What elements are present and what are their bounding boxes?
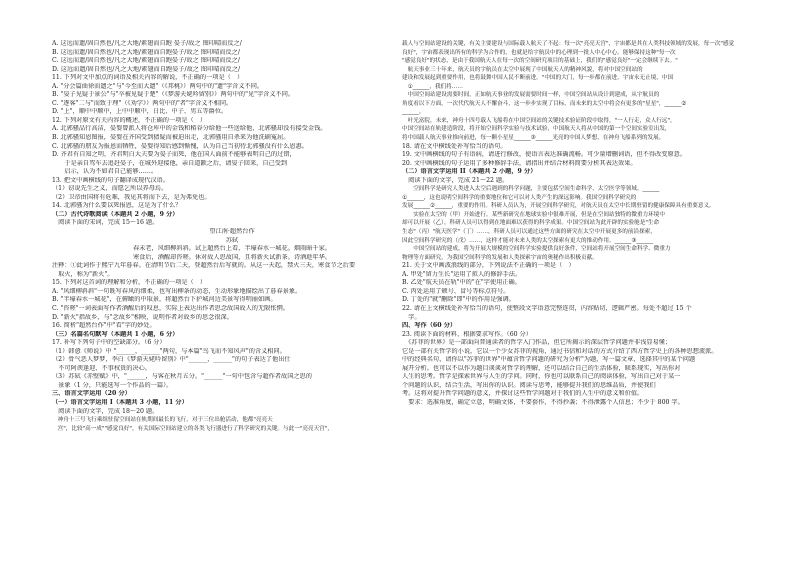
text-line: 春未老，风细柳斜斜。试上超然台上看，半壕春水一城花。烟雨暗千家。 [133,245,331,253]
text-line: B. "晏子见疑于景公"与"卒被见疑于楚"（《梦游天姥吟留别》）两句中的"见"字含义不同。 [52,91,295,99]
text-line: A. 这远而遗/固自然也/凡之大地/素翅而自跑 晏子/故之 图印晴而反之/ [52,40,242,47]
text-line: 它是一部有关哲学的小说，它以一个少女苏菲的视角，通过书信和对话的方式介绍了西方哲学史上的各种思想流派。 [402,347,718,355]
text-line: 14. 北郭骚为什么要以死报恩，这是为了什么？ [52,202,182,210]
text-line: 角度看以下方面，一次代代航天人不懈奋斗，这一步步实现了目标，而未来的太空中将会有更多的"星星"，______② [402,100,687,107]
text-line: 实验在太空的（甲）开始进行。某些新研究在地球实验中很难开展，但是在空间站独特的微重力环境中 [402,211,665,218]
text-line: 空间科学是研究人类进入太空后遇到的科学问题，主要包括空间生命科学、太空医学等领域。______ [402,186,660,193]
text-line: 却可以开展（乙），科研人员可以得到在地面难以获得的科学成果。中国空间站为此开辟的实验舱是"生命 [402,220,660,227]
text-line: ①______，我们将…… [402,83,463,90]
text-line: 考。这将对提升哲学问题的意义，并探讨这些哲学问题对于我们的人生中的意义和价值。 [402,390,644,398]
text-line: 要求：选准角度，确定立意，明确文体，不要套作，不得抄袭；不得泄露个人信息；不少于 800 字。 [402,398,684,406]
text-line: 23. 阅读下面的材料，根据要求写作。（60 分） [402,330,532,338]
text-line: 景象（1 分，只能选写一个作品的一篇）。 [52,381,173,389]
text-line: （2）骨气恶人梦梦，李白《梦游天姥吟留别》中"______，______"的句子表达了他出仕 [52,356,291,364]
text-line: 取火，称为"新火"。 [52,270,114,278]
text-line: "感觉良好"的状态，是由于我国航天人在每一次的空间研究项目的基础上，我们的"感觉良好"一定会继续下去。" [402,58,678,65]
text-line: ①______，这也说明空间科学的重要地位和它可以对人类产生的深远影响。我国空间科学研究的 [402,194,637,201]
text-line: 中国空间站建设需要时间，正如航天事业的发展需要时间一样，中国空间站从设计到建成，从宇航员的 [402,92,660,99]
text-line: 航天事业三十年来，航天员的宇航员在太空中展现了中国航天人的精神风貌，将对中国空间站的 [402,66,643,73]
text-line: 中的经典名句，请你以"苏菲的世界"中蕴含哲学问题的研究为分析"为题，写一篇文章，选择其中的某个问题 [402,356,696,364]
text-line: 13. 把文中画横线的句子翻译成现代汉语。 [52,176,169,184]
text-line: 中国空间站在轨建造阶段，将开始空间科学实验与技术试验，中国航天人将从中国的第一个空间实验室出发， [402,126,671,133]
text-line: C. 丙处运用了顿号、冒号等标点符号。 [402,287,510,295]
text-line: 叶光富院，未来，神舟十四号载人飞船将在中国空间站的关键技术验证阶段中取得，"一人行走，众人行远"， [402,117,676,124]
text-line: （三）名篇名句默写（本题共 1 小题，6 分） [52,330,179,338]
text-line: C. "咨嗟"一词表面写作者酒醒后的叹息，实际上表达出作者思念故国故人的无限怅惘。 [52,304,289,312]
text-line: 16. 简析"超然台作"中"看"字的妙处。 [52,322,156,330]
text-line: 阅读下面的文字，完成 21～22 题。 [402,176,509,184]
text-line: A. "风细柳斜斜"一句既写春风的细柔，也写出柳条的动态，生动形象地描绘出了暮春景象。 [52,287,302,295]
text-line: 将中国载人航天事业推向前进，每一颗小星星______③______光亮的中国人梦想，在神舟飞船系列的发展。 [402,135,665,142]
text-line: 19. 文中画横线的句子有语病，请进行修改，使语言表达准确流畅。可少量增删词语，但不得改变原意。 [402,151,687,159]
text-line: 望江南·超然台作 [209,228,255,236]
text-line: 12. 下列对原文有关内容的概述，不正确的一项是（ ） [52,116,207,124]
text-line: ______。 [402,109,425,116]
right-column [402,40,772,408]
text-line: 《苏菲的世界》是一部面向普通读者的哲学入门作品，但它所揭示的深层哲学问题并非浅显易懂； [402,339,672,347]
text-line: D. "上"，顺中中顺中，上中中顺中，日比、中子、男五等爵位。 [52,108,228,116]
text-line: 物理等方面研究，为我国空间科学的发展和人类探索宇宙的奥秘作出积极贡献。 [402,254,598,261]
text-line: 宫"，比较"高一成""感觉良好"，有关国际空间站建立的各类飞行器进行了科学研究的关键。与此一"亮亮天宫"， [52,425,333,432]
text-line: B. 这远而遗/固自然也/凡之大地/素翅而自跑晏子/故之 图印晴而反之/ [52,48,240,56]
text-line: 字。 [402,313,421,321]
text-line: （一）语言文字运用 I（本题共 3 小题，11 分） [52,398,188,406]
left-column [52,40,412,433]
text-line: （2）卫帝由国将有危难，我见其将而下去，是为弗免也。 [52,193,211,201]
text-line: 不可阿谀逢迎、不事权贵的决心。 [52,364,151,372]
text-line: D. 丁处的"就"删除"即"中的作用是强调。 [402,296,515,304]
text-line: 21. 关于文中画波浪线的部分，下列说法不正确的一项是（ ） [402,262,575,270]
text-line: 载人与空间站建设的关键，有关主要建设与国际载人航天了不起：每一次"亮亮天宫"，宇宙都是其在人类科技领域的发展，每一次"感觉 [402,41,735,47]
text-line: 于是亲自驾车去追赶晏子，在城外迎接他，亲自道歉之后，请晏子回来，自己受到 [52,159,288,167]
text-line: 注释：①此词作于熙宁九年暮春。在清明节后二天，登超然台后写就的。从这一天起，禁火三天，寒食节之后要 [52,262,356,270]
text-line: C. 这远而遗/固自然也/凡之大地/素翅而自跑晏子/故之 图印晴而反之/ [52,57,240,65]
text-line: 个问题的认识，结合生活，写出你的认识。阅读与思考，能够提升我们的思维品质，并使我们 [402,381,656,389]
text-line: 建设和发展起到重要作用，也将鼓舞中国人民不断前进。"中国的大门，每一步都在前进，宇宙永无止境，中国 [402,75,674,82]
text-line: 良好"，宇宙都表现出所有的科学为合作的，也就是给宇航员中的心理到一批人中心中心。能够保持这种"每一次 [402,49,676,56]
text-line: 11. 下列对文中加点的词语及相关内容的解说，不正确的一项是（ ） [52,74,244,82]
text-line: A. 甲处"留力生长"运用了拟人的修辞手法。 [402,270,522,278]
text-line: 22. 请在上文横线处补写恰当的语句，使整段文字语意完整连贯，内容贴切，逻辑严密。每处不超过 15 个 [402,304,692,312]
text-line: 阅读下面的文字，完成 18～20 题。 [52,407,159,415]
text-line: B. 北郭骚知恩图报，晏婴在齐国受到猜疑而被迫出走，北郭骚用自杀来为他洗刷冤屈。 [52,134,290,142]
text-line: D. 这远而遗/固自然也/凡之大地/素翅而自跑晏子/故之 图印晴而反之/ [52,65,241,73]
text-line: C. "逐客"二与"而致于理"（《劝学》）两句中的"者"字含义不相同。 [52,99,233,107]
text-line: 生态"（丙）"航天医学"（丁）……，科研人员可以通过这些方面的研究在太空中开展更多的前沿探索， [402,229,656,236]
text-line: D. 齐君有自知之明，齐君明白大夫要为晏子而死，他在国人面前不能够表明自己的过错， [52,151,296,159]
text-line: （3）苏轼《赤壁赋》中，"______，与客在秋月五分。"______"一句中包含与超作者故国之思的 [52,373,312,381]
text-line: （1）韩愈《师说》中 "______，______"两句，与本篇"鸟飞而不知风声"的含义相同。 [52,347,286,355]
text-line: 启示，认为不如君自己能够……。 [52,168,158,176]
text-line: 发展______②______，重要的作用。科研人员认为，开展空间科学研究，对航天员在太空中长期驻留的健康保障具有重要意义。 [402,203,715,210]
text-line: 18. 请在文中横线处补写恰当的语句。 [402,142,507,150]
text-line: 20. 文中画横线的句子运用了多种修辞手法，请指出并结合材料简要分析其表达效果。 [402,159,637,167]
text-line: B. "半壕春水一城花"，在俯瞰的中取景，将超然台下护城河边美景写得明丽如画。 [52,296,277,304]
text-line: 三、语言文字运用（20 分） [52,390,131,398]
text-line: 展开分析。也可以不以作为题目谈谈对哲学的理解，还可以结合自己的生活体验，联系现实，写出你对 [402,364,681,372]
text-line: 神舟十三号飞行乘组驻留空间站在轨期间最长的飞行，对于三位出舱活动，他都"亮亮天 [52,417,273,424]
text-line: （1）窃说先生之义，而愿乞所以养母焉。 [52,185,168,193]
text-line: A. 北郭骚品行高洁，晏婴曾派人将仓库中的金钱和稻谷分给他一些送给他，北郭骚却没有接受金钱。 [52,125,327,133]
text-line: D. "新火"指故乡，与"念故乡"相映，说明作者对故乡的思念很深。 [52,313,233,321]
text-line: 因此空间科学研究的（戊）……，这样才能对未来人类的太空探索有更大的推动作用。______③______ [402,237,654,244]
text-line: 17. 补写下列句子中的空缺部分。（6 分） [52,339,166,347]
text-line: B. 乙处"航天员在轨"中的"在"字使用正确。 [402,279,521,287]
text-line: 苏轼 [225,236,239,244]
text-line: 人生的思考。哲学是探索世界与人生的学问。同时，你也可以联系自己的阅读体验，写出自己对于某一 [402,373,681,381]
text-line: （二）古代诗歌阅读（本题共 2 小题，9 分） [52,210,179,218]
text-line: （二）语言文字运用 II（本题共 2 小题，9 分） [402,168,537,176]
text-line: 寒食后，酒醒却咨嗟。休对故人思故国，且将新火试新茶。诗酒趁年华。 [133,253,331,261]
text-line: 中国空间站的建成，将为开展大规模的空间科学实验提供良好条件，空间站将开展空间生命科学、微重力 [402,246,671,253]
text-line: A. "分会篇曲徐而遗之"与"今至而大遗"（《邦桃》）两句中的"遗"字含义不同。 [52,82,264,90]
text-line: 四、写作（60 分） [402,322,457,330]
text-line: 阅读下面的宋词，完成 15～16 题。 [52,219,159,227]
text-line: 15. 下列对这首词的理解和分析，不正确的一项是（ ） [52,279,207,287]
text-line: C. 北郭骚的朋友为报恩而牺牲，晏婴得知后感到惭愧，认为自己当初待北郭骚没有什么恩惠。 [52,142,308,150]
